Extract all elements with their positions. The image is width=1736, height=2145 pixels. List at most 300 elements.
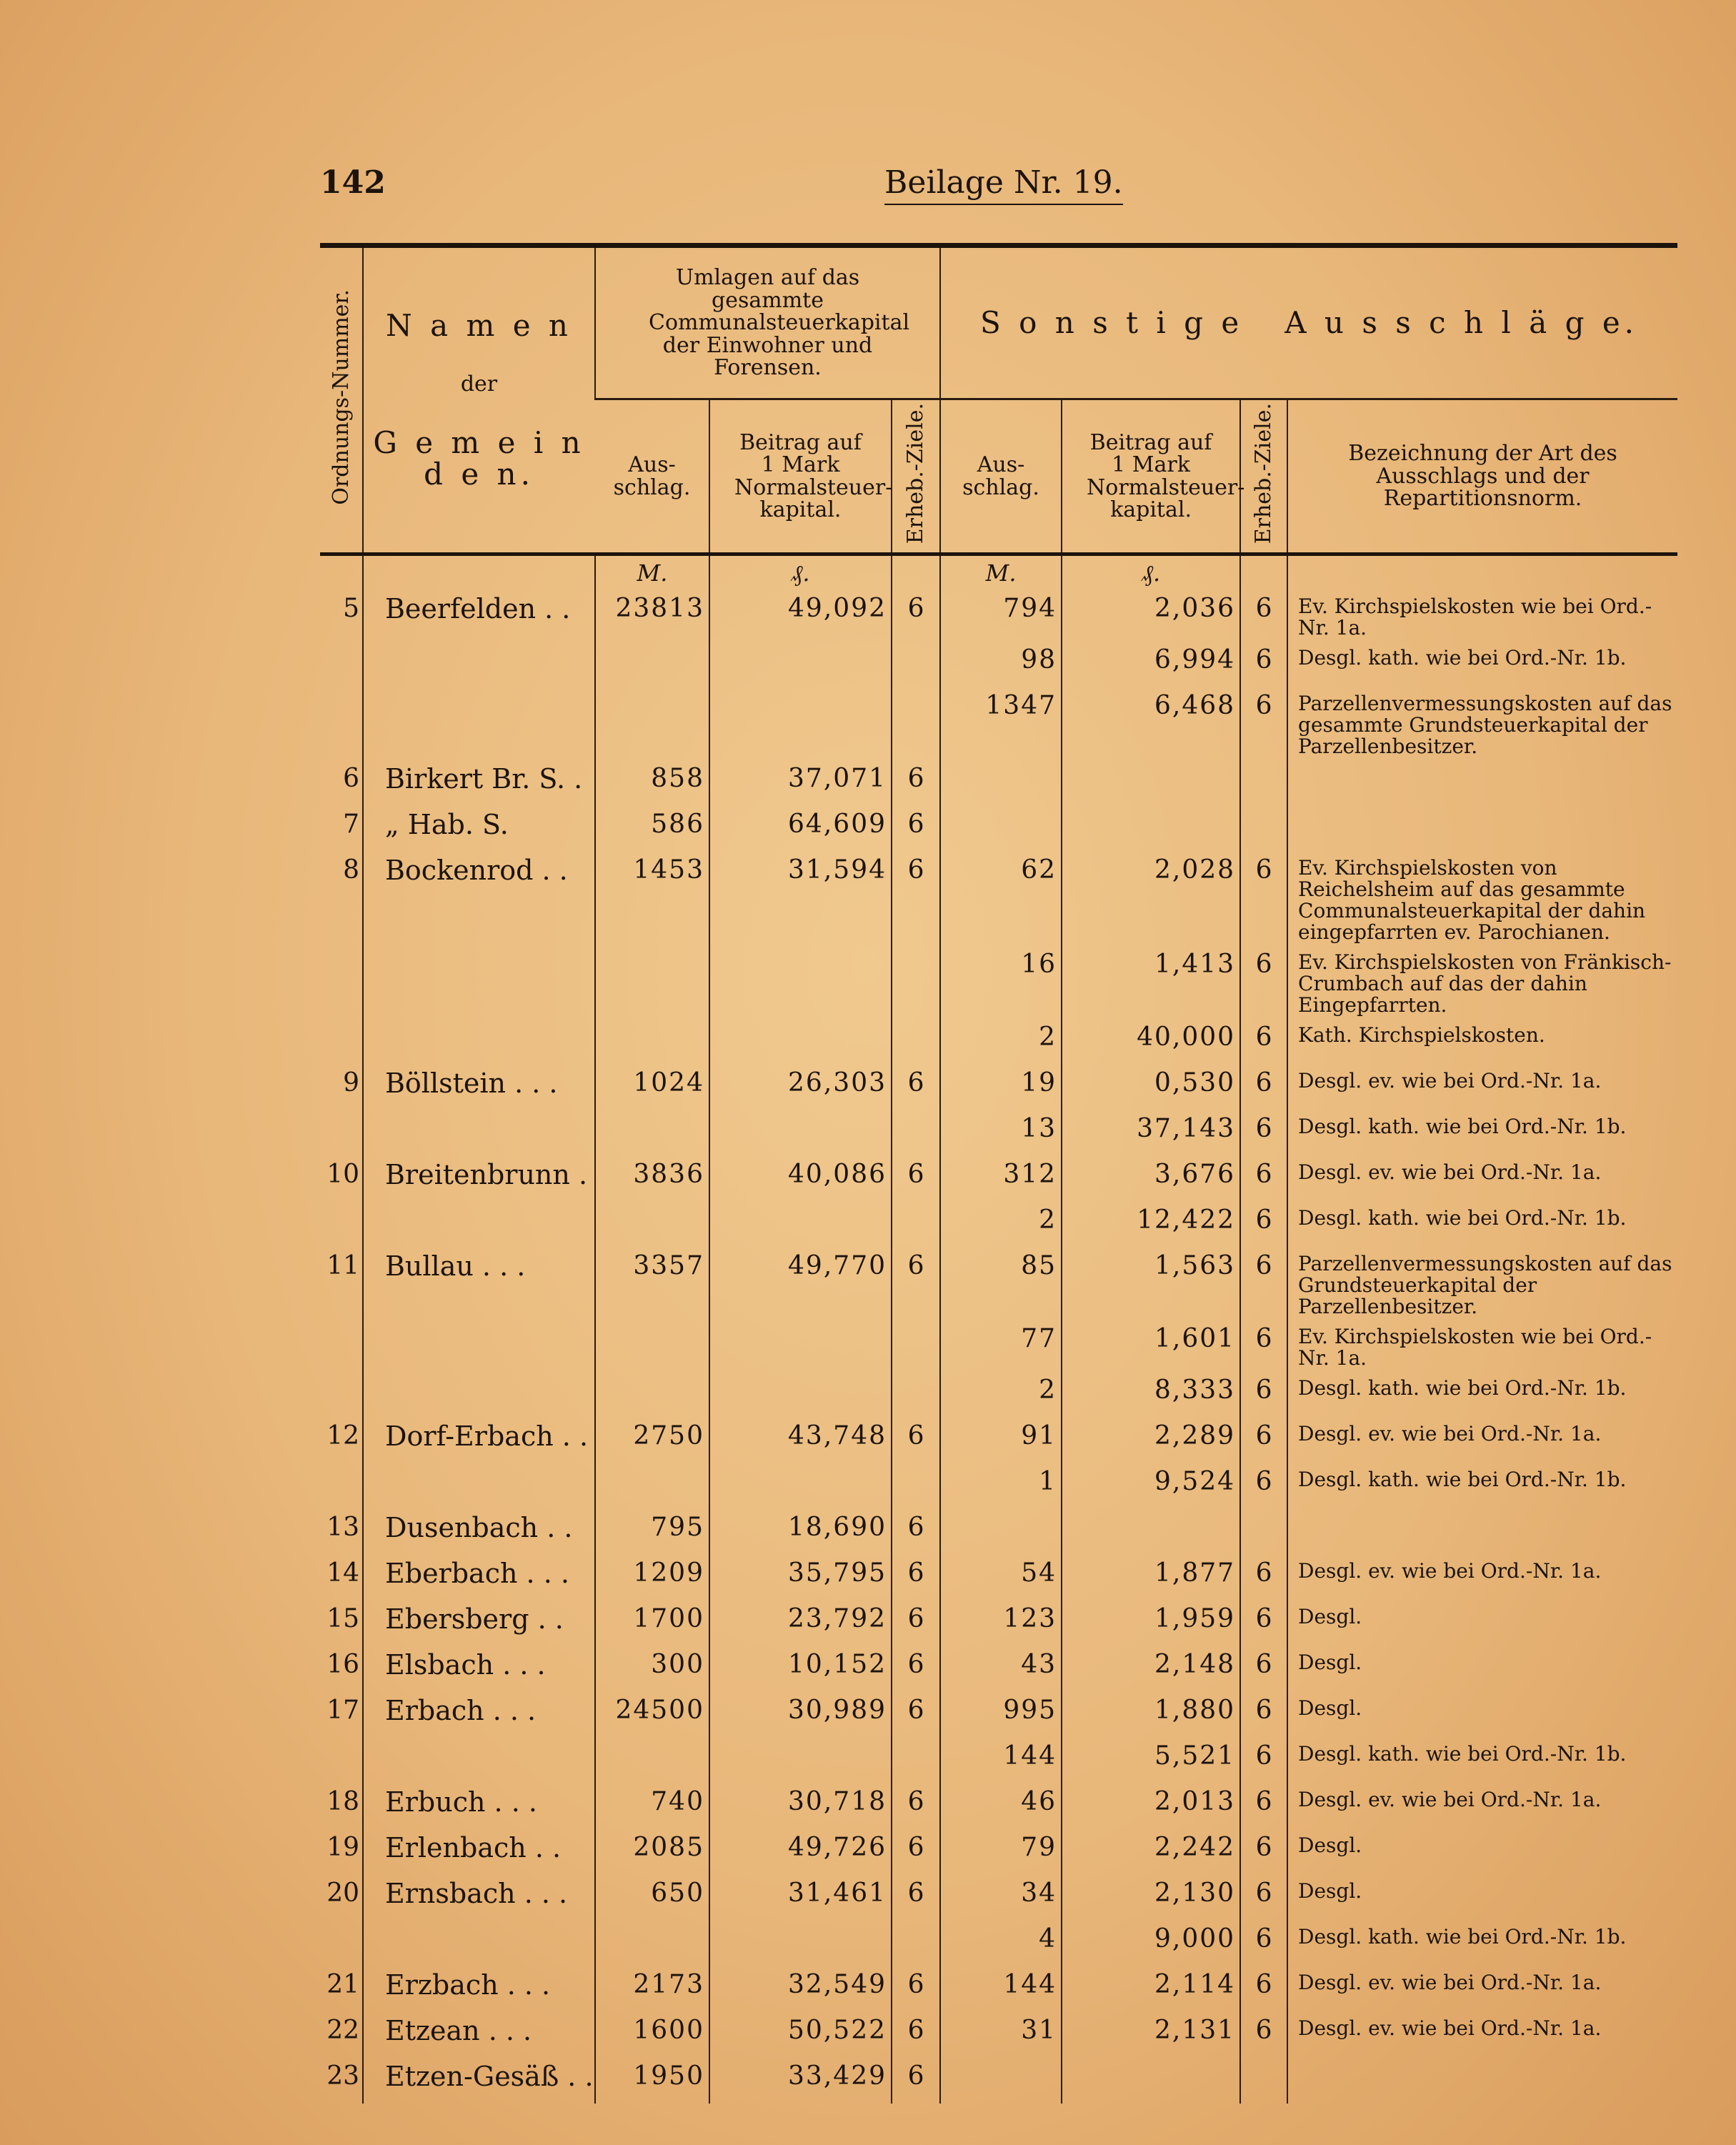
sonst-beitrag: 1,563 xyxy=(1062,1248,1240,1320)
umlage-erheb-ziele: 6 xyxy=(892,806,940,852)
bezeichnung: Desgl. ev. wie bei Ord.-Nr. 1a. xyxy=(1287,1156,1677,1202)
tax-table xyxy=(320,243,1677,2104)
col-beitrag: Beitrag auf 1 Mark Normalsteuer-kapital. xyxy=(709,399,892,554)
umlage-ausschlag: 2085 xyxy=(595,1829,709,1875)
sonst-beitrag xyxy=(1062,806,1240,852)
ordnungs-nummer xyxy=(320,1019,363,1065)
sonst-erheb-ziele: 6 xyxy=(1240,1372,1287,1418)
umlage-beitrag: 26,303 xyxy=(709,1065,892,1110)
ordnungs-nummer xyxy=(320,687,363,760)
table-row xyxy=(320,946,1677,1019)
sonst-erheb-ziele: 6 xyxy=(1240,1738,1287,1783)
sonst-erheb-ziele: 6 xyxy=(1240,946,1287,1019)
sonst-beitrag: 1,601 xyxy=(1062,1320,1240,1372)
table-row xyxy=(320,1019,1677,1065)
umlage-beitrag: 49,726 xyxy=(709,1829,892,1875)
umlage-erheb-ziele: 6 xyxy=(892,852,940,946)
umlage-ausschlag: 1700 xyxy=(595,1601,709,1646)
sonst-beitrag: 2,289 xyxy=(1062,1418,1240,1463)
sonst-beitrag: 3,676 xyxy=(1062,1156,1240,1202)
umlage-erheb-ziele: 6 xyxy=(892,1646,940,1692)
bezeichnung: Desgl. xyxy=(1287,1646,1677,1692)
page-header xyxy=(320,157,1679,207)
col-sonst-ausschlag: Aus-schlag. xyxy=(940,399,1062,554)
table-row xyxy=(320,1110,1677,1156)
gemeinde-name: Eberbach . . . xyxy=(363,1555,595,1601)
bezeichnung: Desgl. ev. wie bei Ord.-Nr. 1a. xyxy=(1287,1418,1677,1463)
umlage-ausschlag: 795 xyxy=(595,1509,709,1555)
sonst-ausschlag: 62 xyxy=(940,852,1062,946)
sonst-beitrag: 6,994 xyxy=(1062,642,1240,687)
table-row xyxy=(320,2058,1677,2104)
umlage-ausschlag xyxy=(595,1463,709,1509)
ordnungs-nummer xyxy=(320,1202,363,1248)
ordnungs-nummer xyxy=(320,1372,363,1418)
sonst-beitrag: 2,131 xyxy=(1062,2012,1240,2058)
umlage-erheb-ziele: 6 xyxy=(892,1692,940,1738)
umlage-beitrag: 40,086 xyxy=(709,1156,892,1202)
table-row xyxy=(320,687,1677,760)
gemeinde-name: Etzean . . . xyxy=(363,2012,595,2058)
umlage-ausschlag: 1950 xyxy=(595,2058,709,2104)
sonst-ausschlag: 34 xyxy=(940,1875,1062,1921)
sonst-beitrag: 37,143 xyxy=(1062,1110,1240,1156)
sonst-ausschlag: 31 xyxy=(940,2012,1062,2058)
gemeinde-name: Erzbach . . . xyxy=(363,1966,595,2012)
sonst-erheb-ziele xyxy=(1240,2058,1287,2104)
ordnungs-nummer: 9 xyxy=(343,1068,359,1098)
sonst-erheb-ziele: 6 xyxy=(1240,1248,1287,1320)
umlage-ausschlag: 3357 xyxy=(595,1248,709,1320)
gemeinde-name xyxy=(363,1019,595,1065)
sonst-erheb-ziele: 6 xyxy=(1240,1555,1287,1601)
sonst-erheb-ziele: 6 xyxy=(1240,687,1287,760)
bezeichnung: Parzellenvermessungskosten auf das Grundsteuerkapital der Parzellenbesitzer. xyxy=(1287,1248,1677,1320)
sonst-beitrag: 1,877 xyxy=(1062,1555,1240,1601)
sonst-erheb-ziele: 6 xyxy=(1240,1692,1287,1738)
umlage-erheb-ziele xyxy=(892,1921,940,1966)
table-row xyxy=(320,1692,1677,1738)
umlage-beitrag: 35,795 xyxy=(709,1555,892,1601)
umlage-beitrag: 43,748 xyxy=(709,1418,892,1463)
sonst-erheb-ziele: 6 xyxy=(1240,1065,1287,1110)
umlage-erheb-ziele: 6 xyxy=(892,590,940,642)
sonst-beitrag: 0,530 xyxy=(1062,1065,1240,1110)
col-ordnungs-nummer: Ordnungs-Nummer. xyxy=(320,246,363,554)
sonst-erheb-ziele: 6 xyxy=(1240,1601,1287,1646)
umlage-beitrag: 18,690 xyxy=(709,1509,892,1555)
gemeinde-name xyxy=(363,946,595,1019)
umlage-beitrag: 23,792 xyxy=(709,1601,892,1646)
umlage-erheb-ziele: 6 xyxy=(892,1065,940,1110)
sonst-erheb-ziele: 6 xyxy=(1240,1156,1287,1202)
table-row xyxy=(320,1738,1677,1783)
sonst-beitrag: 9,000 xyxy=(1062,1921,1240,1966)
umlage-erheb-ziele: 6 xyxy=(892,1418,940,1463)
bezeichnung: Desgl. xyxy=(1287,1692,1677,1738)
sonst-beitrag: 2,036 xyxy=(1062,590,1240,642)
gemeinde-name xyxy=(363,1202,595,1248)
table-row xyxy=(320,590,1677,642)
ordnungs-nummer: 18 xyxy=(326,1787,359,1817)
sonst-erheb-ziele: 6 xyxy=(1240,1110,1287,1156)
sonst-beitrag: 40,000 xyxy=(1062,1019,1240,1065)
col-bezeichnung: Bezeichnung der Art des Ausschlags und der Repartitionsnorm. xyxy=(1287,399,1677,554)
bezeichnung: Desgl. kath. wie bei Ord.-Nr. 1b. xyxy=(1287,1372,1677,1418)
gemeinde-name: Beerfelden . . xyxy=(363,590,595,642)
table-body xyxy=(320,554,1677,2104)
sonst-ausschlag: 1347 xyxy=(940,687,1062,760)
umlage-beitrag xyxy=(709,1463,892,1509)
sonst-ausschlag: 995 xyxy=(940,1692,1062,1738)
umlage-ausschlag xyxy=(595,1320,709,1372)
sonst-erheb-ziele: 6 xyxy=(1240,1966,1287,2012)
sonst-beitrag: 2,242 xyxy=(1062,1829,1240,1875)
umlage-ausschlag: 1209 xyxy=(595,1555,709,1601)
sonst-beitrag: 12,422 xyxy=(1062,1202,1240,1248)
ordnungs-nummer: 13 xyxy=(326,1513,359,1543)
umlage-ausschlag xyxy=(595,1110,709,1156)
gemeinde-name: Elsbach . . . xyxy=(363,1646,595,1692)
document-page xyxy=(320,157,1679,2093)
table-row xyxy=(320,1065,1677,1110)
umlage-beitrag xyxy=(709,1019,892,1065)
umlage-beitrag xyxy=(709,1202,892,1248)
sonst-erheb-ziele: 6 xyxy=(1240,1019,1287,1065)
umlage-beitrag: 30,718 xyxy=(709,1783,892,1829)
umlage-erheb-ziele: 6 xyxy=(892,2012,940,2058)
sonst-erheb-ziele: 6 xyxy=(1240,1463,1287,1509)
sonst-beitrag: 9,524 xyxy=(1062,1463,1240,1509)
sonst-ausschlag: 2 xyxy=(940,1019,1062,1065)
umlage-erheb-ziele xyxy=(892,1202,940,1248)
umlage-ausschlag: 24500 xyxy=(595,1692,709,1738)
ordnungs-nummer: 11 xyxy=(326,1251,359,1281)
umlage-beitrag xyxy=(709,1372,892,1418)
umlage-erheb-ziele: 6 xyxy=(892,1829,940,1875)
umlage-erheb-ziele: 6 xyxy=(892,1783,940,1829)
bezeichnung xyxy=(1287,806,1677,852)
sonst-ausschlag xyxy=(940,2058,1062,2104)
gemeinde-name xyxy=(363,642,595,687)
ordnungs-nummer xyxy=(320,1463,363,1509)
sonst-erheb-ziele: 6 xyxy=(1240,590,1287,642)
bezeichnung: Ev. Kirchspielskosten von Fränkisch-Crumbach auf das der dahin Eingepfarrten. xyxy=(1287,946,1677,1019)
umlage-ausschlag: 23813 xyxy=(595,590,709,642)
ordnungs-nummer: 21 xyxy=(326,1970,359,2000)
gemeinde-name: Erbach . . . xyxy=(363,1692,595,1738)
bezeichnung: Desgl. ev. wie bei Ord.-Nr. 1a. xyxy=(1287,1966,1677,2012)
gemeinde-name xyxy=(363,1463,595,1509)
ordnungs-nummer: 14 xyxy=(326,1558,359,1588)
sonst-erheb-ziele: 6 xyxy=(1240,2012,1287,2058)
bezeichnung: Desgl. ev. wie bei Ord.-Nr. 1a. xyxy=(1287,1783,1677,1829)
umlage-ausschlag: 586 xyxy=(595,806,709,852)
sonst-ausschlag: 98 xyxy=(940,642,1062,687)
gemeinde-name: Bullau . . . xyxy=(363,1248,595,1320)
gemeinde-name: Bockenrod . . xyxy=(363,852,595,946)
ordnungs-nummer: 20 xyxy=(326,1878,359,1908)
sonst-ausschlag: 794 xyxy=(940,590,1062,642)
gemeinde-name: Birkert Br. S. . xyxy=(363,760,595,806)
ordnungs-nummer: 23 xyxy=(326,2061,359,2091)
sonst-erheb-ziele: 6 xyxy=(1240,1418,1287,1463)
umlage-erheb-ziele: 6 xyxy=(892,1875,940,1921)
umlage-ausschlag xyxy=(595,1019,709,1065)
gemeinde-name: Erlenbach . . xyxy=(363,1829,595,1875)
umlage-beitrag xyxy=(709,642,892,687)
table-row xyxy=(320,760,1677,806)
sonst-beitrag: 2,130 xyxy=(1062,1875,1240,1921)
umlage-erheb-ziele xyxy=(892,1320,940,1372)
bezeichnung: Desgl. kath. wie bei Ord.-Nr. 1b. xyxy=(1287,1110,1677,1156)
ordnungs-nummer xyxy=(320,1738,363,1783)
umlage-ausschlag xyxy=(595,1921,709,1966)
umlage-ausschlag: 3836 xyxy=(595,1156,709,1202)
sonst-beitrag: 1,880 xyxy=(1062,1692,1240,1738)
ordnungs-nummer: 6 xyxy=(343,764,359,794)
sonst-ausschlag xyxy=(940,760,1062,806)
bezeichnung xyxy=(1287,1509,1677,1555)
umlage-ausschlag: 2750 xyxy=(595,1418,709,1463)
table-row xyxy=(320,1248,1677,1320)
ordnungs-nummer: 10 xyxy=(326,1160,359,1190)
col-sonst-beitrag: Beitrag auf 1 Mark Normalsteuer-kapital. xyxy=(1062,399,1240,554)
ordnungs-nummer: 15 xyxy=(326,1604,359,1634)
gemeinde-name: Ebersberg . . xyxy=(363,1601,595,1646)
umlage-ausschlag xyxy=(595,1202,709,1248)
sonst-erheb-ziele: 6 xyxy=(1240,1783,1287,1829)
sonst-beitrag: 5,521 xyxy=(1062,1738,1240,1783)
sonst-ausschlag: 2 xyxy=(940,1202,1062,1248)
sonst-beitrag xyxy=(1062,1509,1240,1555)
table-row xyxy=(320,1783,1677,1829)
sonst-beitrag: 1,959 xyxy=(1062,1601,1240,1646)
umlage-beitrag: 50,522 xyxy=(709,2012,892,2058)
table-row xyxy=(320,1463,1677,1509)
bezeichnung: Desgl. kath. wie bei Ord.-Nr. 1b. xyxy=(1287,1202,1677,1248)
umlage-beitrag: 64,609 xyxy=(709,806,892,852)
umlage-erheb-ziele xyxy=(892,1738,940,1783)
bezeichnung xyxy=(1287,760,1677,806)
gemeinde-name xyxy=(363,1320,595,1372)
table-row xyxy=(320,1156,1677,1202)
sonst-ausschlag xyxy=(940,806,1062,852)
umlage-beitrag: 49,092 xyxy=(709,590,892,642)
col-sonst-erheb-ziele: Erheb.-Ziele. xyxy=(1240,399,1287,554)
page-title: Beilage Nr. 19. xyxy=(884,164,1123,205)
table-row xyxy=(320,642,1677,687)
sonst-ausschlag: 79 xyxy=(940,1829,1062,1875)
sonst-erheb-ziele xyxy=(1240,806,1287,852)
umlage-beitrag: 37,071 xyxy=(709,760,892,806)
gemeinde-name xyxy=(363,1738,595,1783)
sonst-beitrag: 2,148 xyxy=(1062,1646,1240,1692)
umlage-ausschlag xyxy=(595,642,709,687)
umlage-ausschlag: 2173 xyxy=(595,1966,709,2012)
bezeichnung xyxy=(1287,2058,1677,2104)
ordnungs-nummer: 8 xyxy=(343,855,359,885)
table-row xyxy=(320,1555,1677,1601)
table-row xyxy=(320,1418,1677,1463)
sonst-beitrag: 2,114 xyxy=(1062,1966,1240,2012)
gemeinde-name: Böllstein . . . xyxy=(363,1065,595,1110)
table-row xyxy=(320,1509,1677,1555)
sonst-ausschlag: 54 xyxy=(940,1555,1062,1601)
umlage-erheb-ziele xyxy=(892,1463,940,1509)
sonst-ausschlag: 1 xyxy=(940,1463,1062,1509)
umlage-erheb-ziele xyxy=(892,642,940,687)
sonst-erheb-ziele: 6 xyxy=(1240,1202,1287,1248)
umlage-ausschlag: 650 xyxy=(595,1875,709,1921)
umlage-beitrag xyxy=(709,1738,892,1783)
sonst-ausschlag: 85 xyxy=(940,1248,1062,1320)
table-row xyxy=(320,1646,1677,1692)
bezeichnung: Ev. Kirchspielskosten wie bei Ord.-Nr. 1a. xyxy=(1287,590,1677,642)
sonst-beitrag: 2,028 xyxy=(1062,852,1240,946)
gemeinde-name xyxy=(363,1372,595,1418)
gemeinde-name xyxy=(363,687,595,760)
bezeichnung: Desgl. ev. wie bei Ord.-Nr. 1a. xyxy=(1287,1065,1677,1110)
umlage-erheb-ziele xyxy=(892,946,940,1019)
sonst-beitrag: 6,468 xyxy=(1062,687,1240,760)
bezeichnung: Desgl. xyxy=(1287,1875,1677,1921)
bezeichnung: Desgl. ev. wie bei Ord.-Nr. 1a. xyxy=(1287,1555,1677,1601)
umlage-erheb-ziele: 6 xyxy=(892,2058,940,2104)
sonst-ausschlag: 91 xyxy=(940,1418,1062,1463)
umlage-beitrag: 33,429 xyxy=(709,2058,892,2104)
sonst-ausschlag: 13 xyxy=(940,1110,1062,1156)
umlage-ausschlag xyxy=(595,687,709,760)
umlage-erheb-ziele xyxy=(892,1372,940,1418)
umlage-beitrag: 10,152 xyxy=(709,1646,892,1692)
sonst-beitrag xyxy=(1062,2058,1240,2104)
ordnungs-nummer xyxy=(320,1921,363,1966)
table-row xyxy=(320,806,1677,852)
gemeinde-name: Breitenbrunn . xyxy=(363,1156,595,1202)
gemeinde-name: Erbuch . . . xyxy=(363,1783,595,1829)
bezeichnung: Desgl. ev. wie bei Ord.-Nr. 1a. xyxy=(1287,2012,1677,2058)
col-erheb-ziele: Erheb.-Ziele. xyxy=(892,399,940,554)
ordnungs-nummer xyxy=(320,642,363,687)
col-ausschlag: Aus-schlag. xyxy=(595,399,709,554)
sonst-erheb-ziele: 6 xyxy=(1240,1646,1287,1692)
bezeichnung: Parzellenvermessungskosten auf das gesammte Grundsteuerkapital der Parzellenbesitzer. xyxy=(1287,687,1677,760)
gemeinde-name: Dorf-Erbach . . xyxy=(363,1418,595,1463)
ordnungs-nummer: 17 xyxy=(326,1696,359,1726)
sonst-erheb-ziele xyxy=(1240,1509,1287,1555)
table-row xyxy=(320,1320,1677,1372)
sonst-ausschlag: 144 xyxy=(940,1738,1062,1783)
unit-mark: M. xyxy=(595,554,709,591)
table-row xyxy=(320,1921,1677,1966)
units-row xyxy=(320,554,1677,591)
umlage-erheb-ziele: 6 xyxy=(892,1248,940,1320)
table-row xyxy=(320,1875,1677,1921)
umlage-ausschlag: 1453 xyxy=(595,852,709,946)
sonst-ausschlag: 77 xyxy=(940,1320,1062,1372)
sonst-ausschlag: 312 xyxy=(940,1156,1062,1202)
ordnungs-nummer: 16 xyxy=(326,1650,359,1680)
umlage-erheb-ziele: 6 xyxy=(892,1601,940,1646)
umlage-ausschlag: 1024 xyxy=(595,1065,709,1110)
umlage-ausschlag xyxy=(595,1738,709,1783)
col-namen: N a m e n der G e m e i n d e n. xyxy=(363,246,595,554)
bezeichnung: Desgl. kath. wie bei Ord.-Nr. 1b. xyxy=(1287,1463,1677,1509)
sonst-ausschlag xyxy=(940,1509,1062,1555)
ordnungs-nummer: 19 xyxy=(326,1833,359,1863)
col-sonstige: S o n s t i g e A u s s c h l ä g e. xyxy=(940,246,1677,399)
gemeinde-name xyxy=(363,1921,595,1966)
table-row xyxy=(320,1372,1677,1418)
umlage-erheb-ziele: 6 xyxy=(892,1555,940,1601)
sonst-ausschlag: 123 xyxy=(940,1601,1062,1646)
sonst-erheb-ziele: 6 xyxy=(1240,852,1287,946)
sonst-erheb-ziele: 6 xyxy=(1240,1875,1287,1921)
table-row xyxy=(320,852,1677,946)
sonst-erheb-ziele: 6 xyxy=(1240,1320,1287,1372)
bezeichnung: Ev. Kirchspielskosten von Reichelsheim auf das gesammte Communalsteuerkapital der dahin eingepfarrten ev. Parochianen. xyxy=(1287,852,1677,946)
ordnungs-nummer: 5 xyxy=(343,594,359,624)
umlage-ausschlag: 858 xyxy=(595,760,709,806)
sonst-erheb-ziele xyxy=(1240,760,1287,806)
umlage-erheb-ziele xyxy=(892,1019,940,1065)
bezeichnung: Kath. Kirchspielskosten. xyxy=(1287,1019,1677,1065)
umlage-beitrag: 31,594 xyxy=(709,852,892,946)
bezeichnung: Desgl. kath. wie bei Ord.-Nr. 1b. xyxy=(1287,1921,1677,1966)
table-row xyxy=(320,1966,1677,2012)
sonst-ausschlag: 43 xyxy=(940,1646,1062,1692)
umlage-ausschlag xyxy=(595,946,709,1019)
gemeinde-name: Dusenbach . . xyxy=(363,1509,595,1555)
sonst-erheb-ziele: 6 xyxy=(1240,1829,1287,1875)
bezeichnung: Desgl. xyxy=(1287,1829,1677,1875)
sonst-beitrag: 1,413 xyxy=(1062,946,1240,1019)
ordnungs-nummer xyxy=(320,946,363,1019)
umlage-ausschlag xyxy=(595,1372,709,1418)
sonst-erheb-ziele: 6 xyxy=(1240,1921,1287,1966)
umlage-beitrag: 49,770 xyxy=(709,1248,892,1320)
gemeinde-name xyxy=(363,1110,595,1156)
umlage-beitrag xyxy=(709,1320,892,1372)
unit-pfennig: ₰. xyxy=(1062,554,1240,591)
sonst-ausschlag: 19 xyxy=(940,1065,1062,1110)
bezeichnung: Desgl. kath. wie bei Ord.-Nr. 1b. xyxy=(1287,642,1677,687)
ordnungs-nummer: 22 xyxy=(326,2016,359,2046)
umlage-erheb-ziele: 6 xyxy=(892,1509,940,1555)
sonst-beitrag: 2,013 xyxy=(1062,1783,1240,1829)
table-row xyxy=(320,2012,1677,2058)
sonst-erheb-ziele: 6 xyxy=(1240,642,1287,687)
umlage-erheb-ziele: 6 xyxy=(892,760,940,806)
unit-pfennig: ₰. xyxy=(709,554,892,591)
ordnungs-nummer xyxy=(320,1320,363,1372)
bezeichnung: Desgl. kath. wie bei Ord.-Nr. 1b. xyxy=(1287,1738,1677,1783)
gemeinde-name: Ernsbach . . . xyxy=(363,1875,595,1921)
umlage-beitrag xyxy=(709,687,892,760)
umlage-beitrag xyxy=(709,946,892,1019)
table-row xyxy=(320,1601,1677,1646)
umlage-beitrag: 32,549 xyxy=(709,1966,892,2012)
umlage-beitrag xyxy=(709,1110,892,1156)
umlage-ausschlag: 1600 xyxy=(595,2012,709,2058)
sonst-ausschlag: 144 xyxy=(940,1966,1062,2012)
umlage-beitrag: 31,461 xyxy=(709,1875,892,1921)
sonst-beitrag: 8,333 xyxy=(1062,1372,1240,1418)
table-row xyxy=(320,1202,1677,1248)
table-row xyxy=(320,1829,1677,1875)
page-number: 142 xyxy=(320,164,386,201)
